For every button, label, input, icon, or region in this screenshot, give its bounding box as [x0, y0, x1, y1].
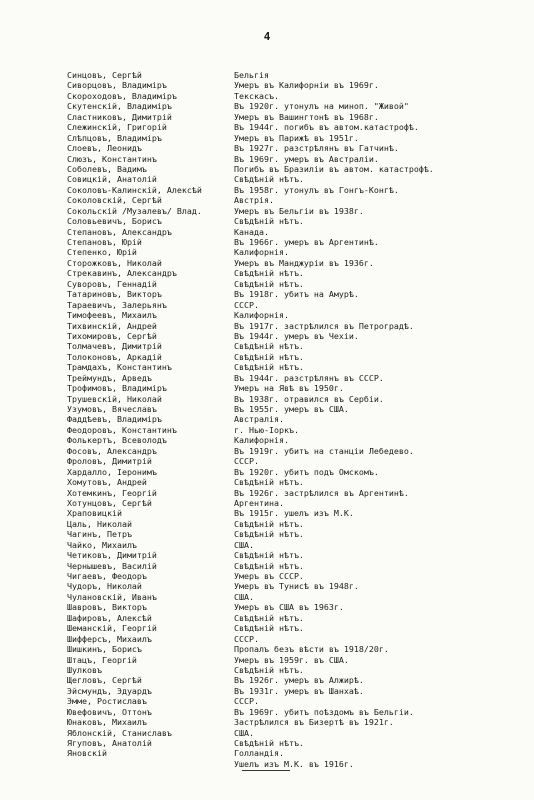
entry-row	[67, 519, 522, 529]
entry-fate: Въ 1944г. разстрѣлянъ въ СССР.	[234, 372, 384, 383]
entry-row	[67, 498, 522, 508]
entry-name: Чагинъ, Петръ	[67, 529, 132, 540]
entry-row	[67, 696, 522, 706]
entry-row	[67, 655, 522, 665]
entry-row	[67, 174, 522, 184]
entry-fate: США.	[234, 727, 254, 738]
entry-row	[67, 675, 522, 685]
entry-fate: Аргентина.	[234, 497, 284, 508]
entry-name: Хотемкинъ, Георгій	[67, 487, 157, 498]
entry-row	[67, 216, 522, 226]
entry-row	[67, 227, 522, 237]
entry-row	[67, 237, 522, 247]
entry-fate: Въ 1915г. ушелъ изъ М.К.	[234, 508, 354, 519]
entry-name: Храповицкій	[67, 508, 122, 519]
entry-row	[67, 571, 522, 581]
entry-name: Шеманскій, Георгій	[67, 623, 157, 634]
entry-fate: Свѣдѣній нѣтъ.	[234, 477, 304, 488]
entry-row	[67, 80, 522, 90]
entry-name: Штацъ, Георгій	[67, 654, 137, 665]
entry-name: Слоевъ, Леонидъ	[67, 143, 142, 154]
entry-fate: Въ 1920г. убитъ подъ Омскомъ.	[234, 466, 379, 477]
entry-fate: Свѣдѣній нѣтъ.	[234, 174, 304, 185]
entry-row	[67, 456, 522, 466]
entry-name: Узумовъ, Вячеславъ	[67, 404, 157, 414]
entry-row	[67, 91, 522, 101]
entry-row	[67, 550, 522, 560]
entry-fate: Въ 1919г. убитъ на станціи Лебедево.	[234, 445, 414, 456]
entry-name: Шавровъ, Викторъ	[67, 602, 147, 613]
entry-name: Тихвинскій, Андрей	[67, 320, 157, 331]
entry-row	[67, 592, 522, 602]
entry-name: Сластниковъ, Димитрій	[67, 111, 172, 122]
entry-row	[67, 644, 522, 654]
entry-row	[67, 154, 522, 164]
entry-fate: СССР.	[234, 456, 259, 467]
entry-name: Чигаевъ, Феодоръ	[67, 571, 147, 581]
entry-row	[67, 394, 522, 404]
entry-name: Юнаковъ, Михаилъ	[67, 717, 147, 728]
entry-name: Фолькертъ, Всеволодъ	[67, 435, 167, 446]
entry-name: Толоконовъ, Аркадій	[67, 351, 162, 362]
entry-name: Трофимовъ, Владиміръ	[67, 383, 167, 394]
entry-fate: Калифорнія.	[234, 435, 289, 446]
entry-row	[67, 373, 522, 383]
entry-fate: США.	[234, 591, 254, 602]
entry-row	[67, 717, 522, 727]
entry-name: Чайко, Михаилъ	[67, 539, 137, 550]
entry-row	[67, 477, 522, 487]
entry-name: Сиворцовъ, Владиміръ	[67, 80, 167, 91]
entry-name: Слюзъ, Константинъ	[67, 153, 157, 164]
entry-fate: Свѣдѣній нѣтъ.	[234, 216, 304, 227]
entry-name: Хардалло, Іеронимъ	[67, 466, 157, 477]
entry-row	[67, 247, 522, 257]
entry-fate: Свѣдѣній нѣтъ.	[234, 550, 304, 561]
entry-fate: Умеръ въ СССР.	[234, 571, 304, 581]
entry-fate: Въ 1958г. утонулъ въ Гонгъ-Конгѣ.	[234, 184, 399, 195]
entry-fate: Умеръ въ Парижѣ въ 1951г.	[234, 132, 359, 143]
entry-fate: Въ 1920г. утонулъ на миноп. "Живой"	[234, 101, 409, 112]
entry-row	[67, 122, 522, 132]
entry-row	[67, 101, 522, 111]
entry-fate: Въ 1944г. умеръ въ Чехіи.	[234, 330, 359, 341]
entry-fate: Австрія.	[234, 195, 274, 206]
entry-row	[67, 112, 522, 122]
entry-name: Чудоръ, Николай	[67, 581, 142, 592]
entry-fate: Въ 1969г. убитъ поѣздомъ въ Бельгіи.	[234, 706, 414, 717]
entry-list	[67, 70, 522, 769]
entry-fate: Въ 1918г. убитъ на Амурѣ.	[234, 289, 359, 300]
entry-fate: Свѣдѣній нѣтъ.	[234, 351, 304, 362]
entry-name: Степановъ, Александръ	[67, 226, 172, 237]
entry-row	[67, 352, 522, 362]
entry-name: Трушевскій, Николай	[67, 393, 162, 404]
entry-row	[67, 665, 522, 675]
entry-fate: Въ 1931г. умеръ въ Шанхаѣ.	[234, 685, 364, 696]
entry-row	[67, 488, 522, 498]
entry-fate: Свѣдѣній нѣтъ.	[234, 268, 304, 279]
entry-fate: Въ 1917г. застрѣлился въ Петроградѣ.	[234, 320, 414, 331]
entry-fate: Въ 1927г. разстрѣлянъ въ Гатчинѣ.	[234, 143, 399, 154]
entry-fate: Въ 1926г. умеръ въ Алжирѣ.	[234, 675, 364, 686]
entry-row	[67, 164, 522, 174]
entry-row	[67, 268, 522, 278]
entry-name: Суворовъ, Геннадій	[67, 278, 157, 289]
entry-name: Синцовъ, Сергѣй	[67, 70, 142, 80]
entry-fate: Въ 1969г. умеръ въ Австраліи.	[234, 153, 379, 164]
entry-name	[67, 759, 234, 769]
entry-name: Фосовъ, Александръ	[67, 445, 157, 456]
entry-name: Тараевичъ, Залерьянъ	[67, 299, 167, 310]
entry-fate: Умеръ въ Калифорніи въ 1969г.	[234, 80, 379, 91]
entry-row	[67, 561, 522, 571]
entry-row	[67, 310, 522, 320]
entry-fate: Свѣдѣній нѣтъ.	[234, 612, 304, 623]
entry-name: Стрекавинъ, Александръ	[67, 268, 177, 279]
entry-name: Щегловъ, Сергѣй	[67, 675, 142, 686]
entry-name: Четиковъ, Димитрій	[67, 550, 157, 561]
entry-fate: Умеръ въ Бельгіи въ 1938г.	[234, 205, 364, 216]
entry-row	[67, 185, 522, 195]
entry-name: Ягуповъ, Анатолій	[67, 738, 152, 748]
entry-row	[67, 206, 522, 216]
entry-row	[67, 634, 522, 644]
entry-name: Фаддѣевъ, Владиміръ	[67, 414, 162, 425]
entry-row	[67, 467, 522, 477]
entry-fate: Въ 1938г. отравился въ Сербіи.	[234, 393, 384, 404]
entry-name: Фроловъ, Димитрій	[67, 456, 152, 467]
entry-name: Хомутовъ, Андрей	[67, 477, 147, 488]
entry-fate: г. Нью-Іоркъ.	[234, 424, 299, 435]
entry-name: Эйсмундъ, Эдуардъ	[67, 685, 152, 696]
entry-fate: США.	[234, 539, 254, 550]
entry-fate: Свѣдѣній нѣтъ.	[234, 278, 304, 289]
entry-name: Толмачевъ, Димитрій	[67, 341, 162, 352]
entry-fate: Пропалъ безъ вѣсти въ 1918/20г.	[234, 644, 389, 655]
entry-row	[67, 362, 522, 372]
entry-row	[67, 300, 522, 310]
entry-row	[67, 748, 522, 758]
entry-fate: Калифорнія.	[234, 310, 289, 321]
entry-fate: Свѣдѣній нѣтъ.	[234, 560, 304, 571]
entry-name: Треймундъ, Арведъ	[67, 372, 152, 383]
entry-row	[67, 446, 522, 456]
entry-fate: Въ 1966г. умеръ въ Аргентинѣ.	[234, 237, 379, 247]
entry-name: Шишкинъ, Борисъ	[67, 644, 142, 655]
entry-fate: СССР.	[234, 299, 259, 310]
entry-row	[67, 686, 522, 696]
entry-row	[67, 133, 522, 143]
entry-row	[67, 258, 522, 268]
entry-row	[67, 540, 522, 550]
entry-name: Яблонскій, Станиславъ	[67, 727, 172, 738]
entry-name: Ювефовичъ, Оттонъ	[67, 706, 152, 717]
entry-fate: СССР.	[234, 696, 259, 707]
entry-fate: Текскасъ.	[234, 90, 279, 101]
entry-name: Трамдахъ, Константинъ	[67, 362, 172, 373]
entry-fate: Въ 1944г. погибъ въ автом.катастрофѣ.	[234, 122, 419, 133]
entry-name: Чулановскій, Иванъ	[67, 591, 157, 602]
entry-fate: Свѣдѣній нѣтъ.	[234, 341, 304, 352]
entry-fate: Австралія.	[234, 414, 284, 425]
entry-name: Сокольскій /Музалевъ/ Влад.	[67, 205, 202, 216]
entry-fate: Умеръ въ США въ 1963г.	[234, 602, 344, 613]
entry-name: Соловьевичъ, Борисъ	[67, 216, 162, 227]
entry-fate: Погибъ въ Бразиліи въ автом. катастрофѣ.	[234, 163, 434, 174]
entry-row	[67, 331, 522, 341]
entry-fate: Свѣдѣній нѣтъ.	[234, 623, 304, 634]
entry-name: Хотунцовъ, Сергѣй	[67, 497, 152, 508]
entry-name: Слежинскій, Григорій	[67, 122, 167, 133]
entry-name: Тихомировъ, Сергѣй	[67, 330, 157, 341]
entry-name: Сторожковъ, Николай	[67, 257, 162, 268]
entry-row	[67, 279, 522, 289]
entry-row	[67, 143, 522, 153]
entry-fate: Умеръ на Явѣ въ 1950г.	[234, 383, 344, 394]
entry-row	[67, 289, 522, 299]
entry-row	[67, 728, 522, 738]
entry-row	[67, 602, 522, 612]
entry-name: Слѣпцовъ, Владиміръ	[67, 132, 162, 143]
entry-row	[67, 529, 522, 539]
entry-fate: Застрѣлился въ Бизертѣ въ 1921г.	[234, 717, 394, 728]
entry-row	[67, 707, 522, 717]
entry-row	[67, 759, 522, 769]
entry-fate: Умеръ въ Тунисѣ въ 1948г.	[234, 581, 359, 592]
entry-name: Тимофеевъ, Михаилъ	[67, 310, 157, 321]
entry-row	[67, 425, 522, 435]
entry-name: Шифферсъ, Михаилъ	[67, 633, 152, 644]
entry-row	[67, 435, 522, 445]
entry-row	[67, 383, 522, 393]
entry-row	[67, 404, 522, 414]
entry-name: Совицкій, Анатолій	[67, 174, 157, 185]
entry-name: Шулковъ	[67, 664, 102, 675]
entry-row	[67, 738, 522, 748]
entry-fate: Ушелъ изъ М.К. въ 1916г.	[234, 758, 354, 769]
entry-row	[67, 414, 522, 424]
entry-fate: Умеръ въ 1959г. въ США.	[234, 654, 349, 665]
entry-name: Скороходовъ, Владиміръ	[67, 90, 177, 101]
entry-name: Яновскій	[67, 748, 107, 759]
entry-row	[67, 70, 522, 80]
page-number: 4	[263, 30, 271, 43]
entry-name: Соколовскій, Сергѣй	[67, 195, 162, 206]
entry-name: Чернышевъ, Василій	[67, 560, 157, 571]
entry-row	[67, 508, 522, 518]
entry-name: Шафировъ, Алексѣй	[67, 612, 152, 623]
entry-fate: Свѣдѣній нѣтъ.	[234, 362, 304, 373]
entry-fate: Калифорнія.	[234, 247, 289, 258]
entry-fate: Въ 1955г. умеръ въ США.	[234, 404, 349, 414]
entry-name: Соболевъ, Вадимъ	[67, 163, 147, 174]
entry-fate: Умеръ въ Манджуріи въ 1936г.	[234, 257, 374, 268]
entry-fate: Канада.	[234, 226, 269, 237]
entry-fate: Свѣдѣній нѣтъ.	[234, 518, 304, 529]
entry-fate: Въ 1926г. застрѣлился въ Аргентинѣ.	[234, 487, 409, 498]
entry-name: Соколовъ-Калинскій, Алексѣй	[67, 184, 202, 195]
entry-row	[67, 613, 522, 623]
entry-row	[67, 195, 522, 205]
entry-row	[67, 321, 522, 331]
entry-name: Степановъ, Юрій	[67, 237, 142, 247]
bottom-rule	[242, 770, 290, 771]
entry-name: Татариновъ, Викторъ	[67, 289, 162, 300]
entry-fate: Свѣдѣній нѣтъ.	[234, 738, 304, 748]
entry-fate: Умеръ въ Вашингтонѣ въ 1968г.	[234, 111, 379, 122]
entry-name: Феодоровъ, Константинъ	[67, 424, 177, 435]
entry-fate: Бельгія	[234, 70, 269, 80]
entry-name: Цаль, Николай	[67, 518, 132, 529]
entry-row	[67, 581, 522, 591]
entry-row	[67, 623, 522, 633]
entry-name: Скутенскій, Владиміръ	[67, 101, 172, 112]
entry-row	[67, 341, 522, 351]
entry-fate: Голландія.	[234, 748, 284, 759]
entry-name: Степенко, Юрій	[67, 247, 137, 258]
entry-name: Эмме, Ростиславъ	[67, 696, 147, 707]
entry-fate: Свѣдѣній нѣтъ.	[234, 529, 304, 540]
entry-fate: СССР.	[234, 633, 259, 644]
entry-fate: Свѣдѣній нѣтъ.	[234, 664, 304, 675]
